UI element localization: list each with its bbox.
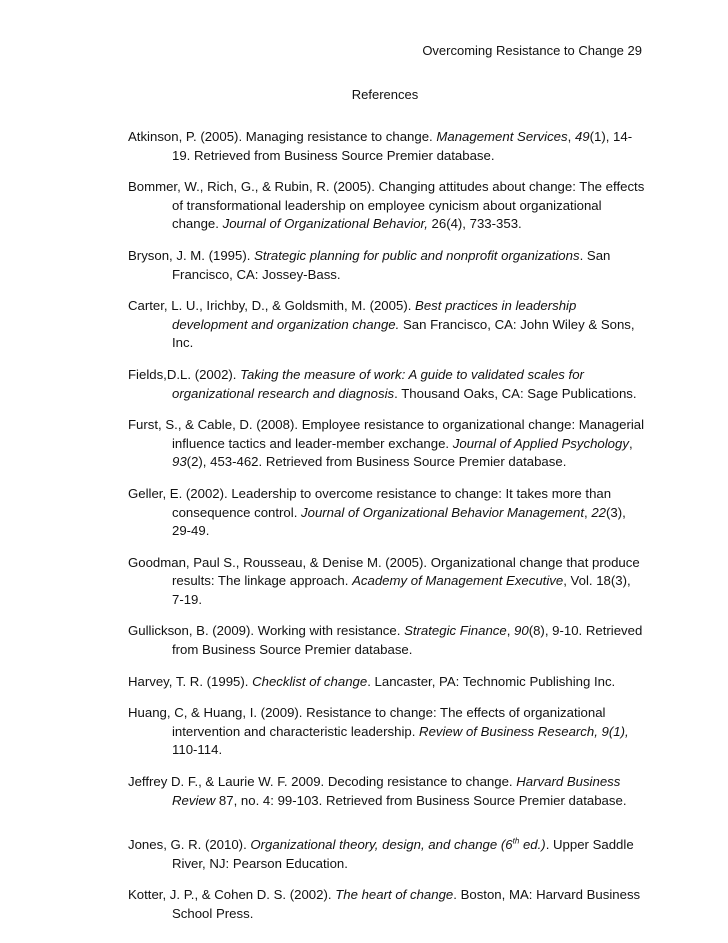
reference-italic-text: Strategic planning for public and nonprofit organizations xyxy=(254,247,580,263)
reference-text: (1), 14-19. Retrieved from Business Source Premier database. xyxy=(172,129,633,163)
reference-entry xyxy=(128,247,646,284)
reference-text: , xyxy=(567,129,575,144)
reference-text: (8), 9-10. Retrieved from Business Source Premier database. xyxy=(172,623,643,658)
reference-italic-text: Strategic Finance xyxy=(404,623,507,639)
reference-text: Gullickson, B. (2009). Working with resistance. xyxy=(128,623,405,639)
reference-text: , xyxy=(628,435,633,451)
reference-entry xyxy=(128,297,646,353)
reference-italic-text: Journal of Organizational Behavior, xyxy=(222,216,428,232)
reference-italic-text: 22 xyxy=(591,504,606,520)
reference-text: . Thousand Oaks, CA: Sage Publications. xyxy=(394,385,637,401)
reference-italic-text: 49 xyxy=(574,129,590,144)
reference-italic-text: Harvard Business Review xyxy=(172,774,621,808)
reference-entry xyxy=(128,416,646,472)
reference-text: Harvey, T. R. (1995). xyxy=(128,673,253,689)
reference-text: Goodman, Paul S., Rousseau, & Denise M. (2005). Organizational change that produce results: The linkage approach. xyxy=(128,554,640,589)
reference-text: . Boston, MA: Harvard Business School Press. xyxy=(172,887,641,921)
reference-entry xyxy=(128,886,646,923)
reference-italic-text: Taking the measure of work: A guide to validated scales for organizational research and diagnosis xyxy=(172,366,584,401)
reference-text: Kotter, J. P., & Cohen D. S. (2002). xyxy=(128,887,336,903)
reference-italic-text: Academy of Management Executive xyxy=(352,573,564,589)
reference-text: San Francisco, CA: John Wiley & Sons, Inc. xyxy=(172,316,635,351)
reference-text: Carter, L. U., Irichby, D., & Goldsmith, M. (2005). xyxy=(128,298,416,314)
reference-text: (3), 29-49. xyxy=(172,504,626,539)
reference-italic-text: th xyxy=(512,836,520,846)
reference-italic-text: The heart of change xyxy=(335,887,454,903)
reference-text: Furst, S., & Cable, D. (2008). Employee resistance to organizational change: Managerial influence tactics and leader-member exchange. xyxy=(128,417,645,451)
reference-text: Jeffrey D. F., & Laurie W. F. 2009. Decoding resistance to change. xyxy=(128,774,517,790)
reference-text: 110-114. xyxy=(172,742,223,758)
reference-italic-text: Checklist of change xyxy=(252,673,368,689)
reference-text: . San Francisco, CA: Jossey-Bass. xyxy=(172,247,611,282)
reference-text: . Upper Saddle River, NJ: Pearson Education. xyxy=(172,837,634,871)
reference-text: Huang, C, & Huang, I. (2009). Resistance to change: The effects of organizational intervention and characteristic leadership. xyxy=(128,705,606,739)
reference-text: Bryson, J. M. (1995). xyxy=(128,247,255,263)
reference-text: Geller, E. (2002). Leadership to overcome resistance to change: It takes more than consequence control. xyxy=(128,485,612,520)
reference-entry xyxy=(128,366,646,403)
reference-text: (2), 453-462. Retrieved from Business Source Premier database. xyxy=(186,454,567,470)
reference-text: . Lancaster, PA: Technomic Publishing Inc. xyxy=(367,673,616,689)
reference-italic-text: 93 xyxy=(172,454,187,470)
reference-italic-text: ed.) xyxy=(519,837,546,853)
reference-entry xyxy=(128,178,646,234)
reference-text: , xyxy=(584,504,592,520)
reference-entry xyxy=(128,773,646,810)
reference-entry xyxy=(128,554,646,610)
running-head: Overcoming Resistance to Change 29 xyxy=(422,43,642,58)
reference-italic-text: Management Services xyxy=(436,129,568,144)
reference-text: , Vol. 18(3), 7-19. xyxy=(172,573,631,607)
reference-italic-text: 90 xyxy=(514,623,529,639)
reference-list xyxy=(128,128,646,937)
references-heading: References xyxy=(351,87,419,102)
reference-entry xyxy=(128,836,646,873)
reference-italic-text: Journal of Applied Psychology xyxy=(452,435,629,451)
reference-text: Fields,D.L. (2002). xyxy=(128,366,241,382)
reference-text: Bommer, W., Rich, G., & Rubin, R. (2005). Changing attitudes about change: The effects of transformational leadership on employee cynicism about organizational change. xyxy=(128,179,645,232)
reference-italic-text: Organizational theory, design, and change (6 xyxy=(250,837,513,853)
reference-text: 87, no. 4: 99-103. Retrieved from Business Source Premier database. xyxy=(215,792,627,808)
reference-entry xyxy=(128,704,646,760)
reference-italic-text: Review of Business Research, 9(1), xyxy=(419,723,629,739)
reference-text: Atkinson, P. (2005). Managing resistance to change. xyxy=(128,129,437,144)
reference-entry xyxy=(128,128,646,165)
reference-entry xyxy=(128,673,646,692)
reference-text: , xyxy=(506,623,515,639)
reference-text: Jones, G. R. (2010). xyxy=(128,837,251,853)
reference-entry xyxy=(128,622,646,659)
reference-text: 26(4), 733-353. xyxy=(427,216,522,232)
reference-entry xyxy=(128,485,646,541)
reference-italic-text: Best practices in leadership development and organization change. xyxy=(172,298,577,332)
reference-italic-text: Journal of Organizational Behavior Management xyxy=(301,504,584,520)
